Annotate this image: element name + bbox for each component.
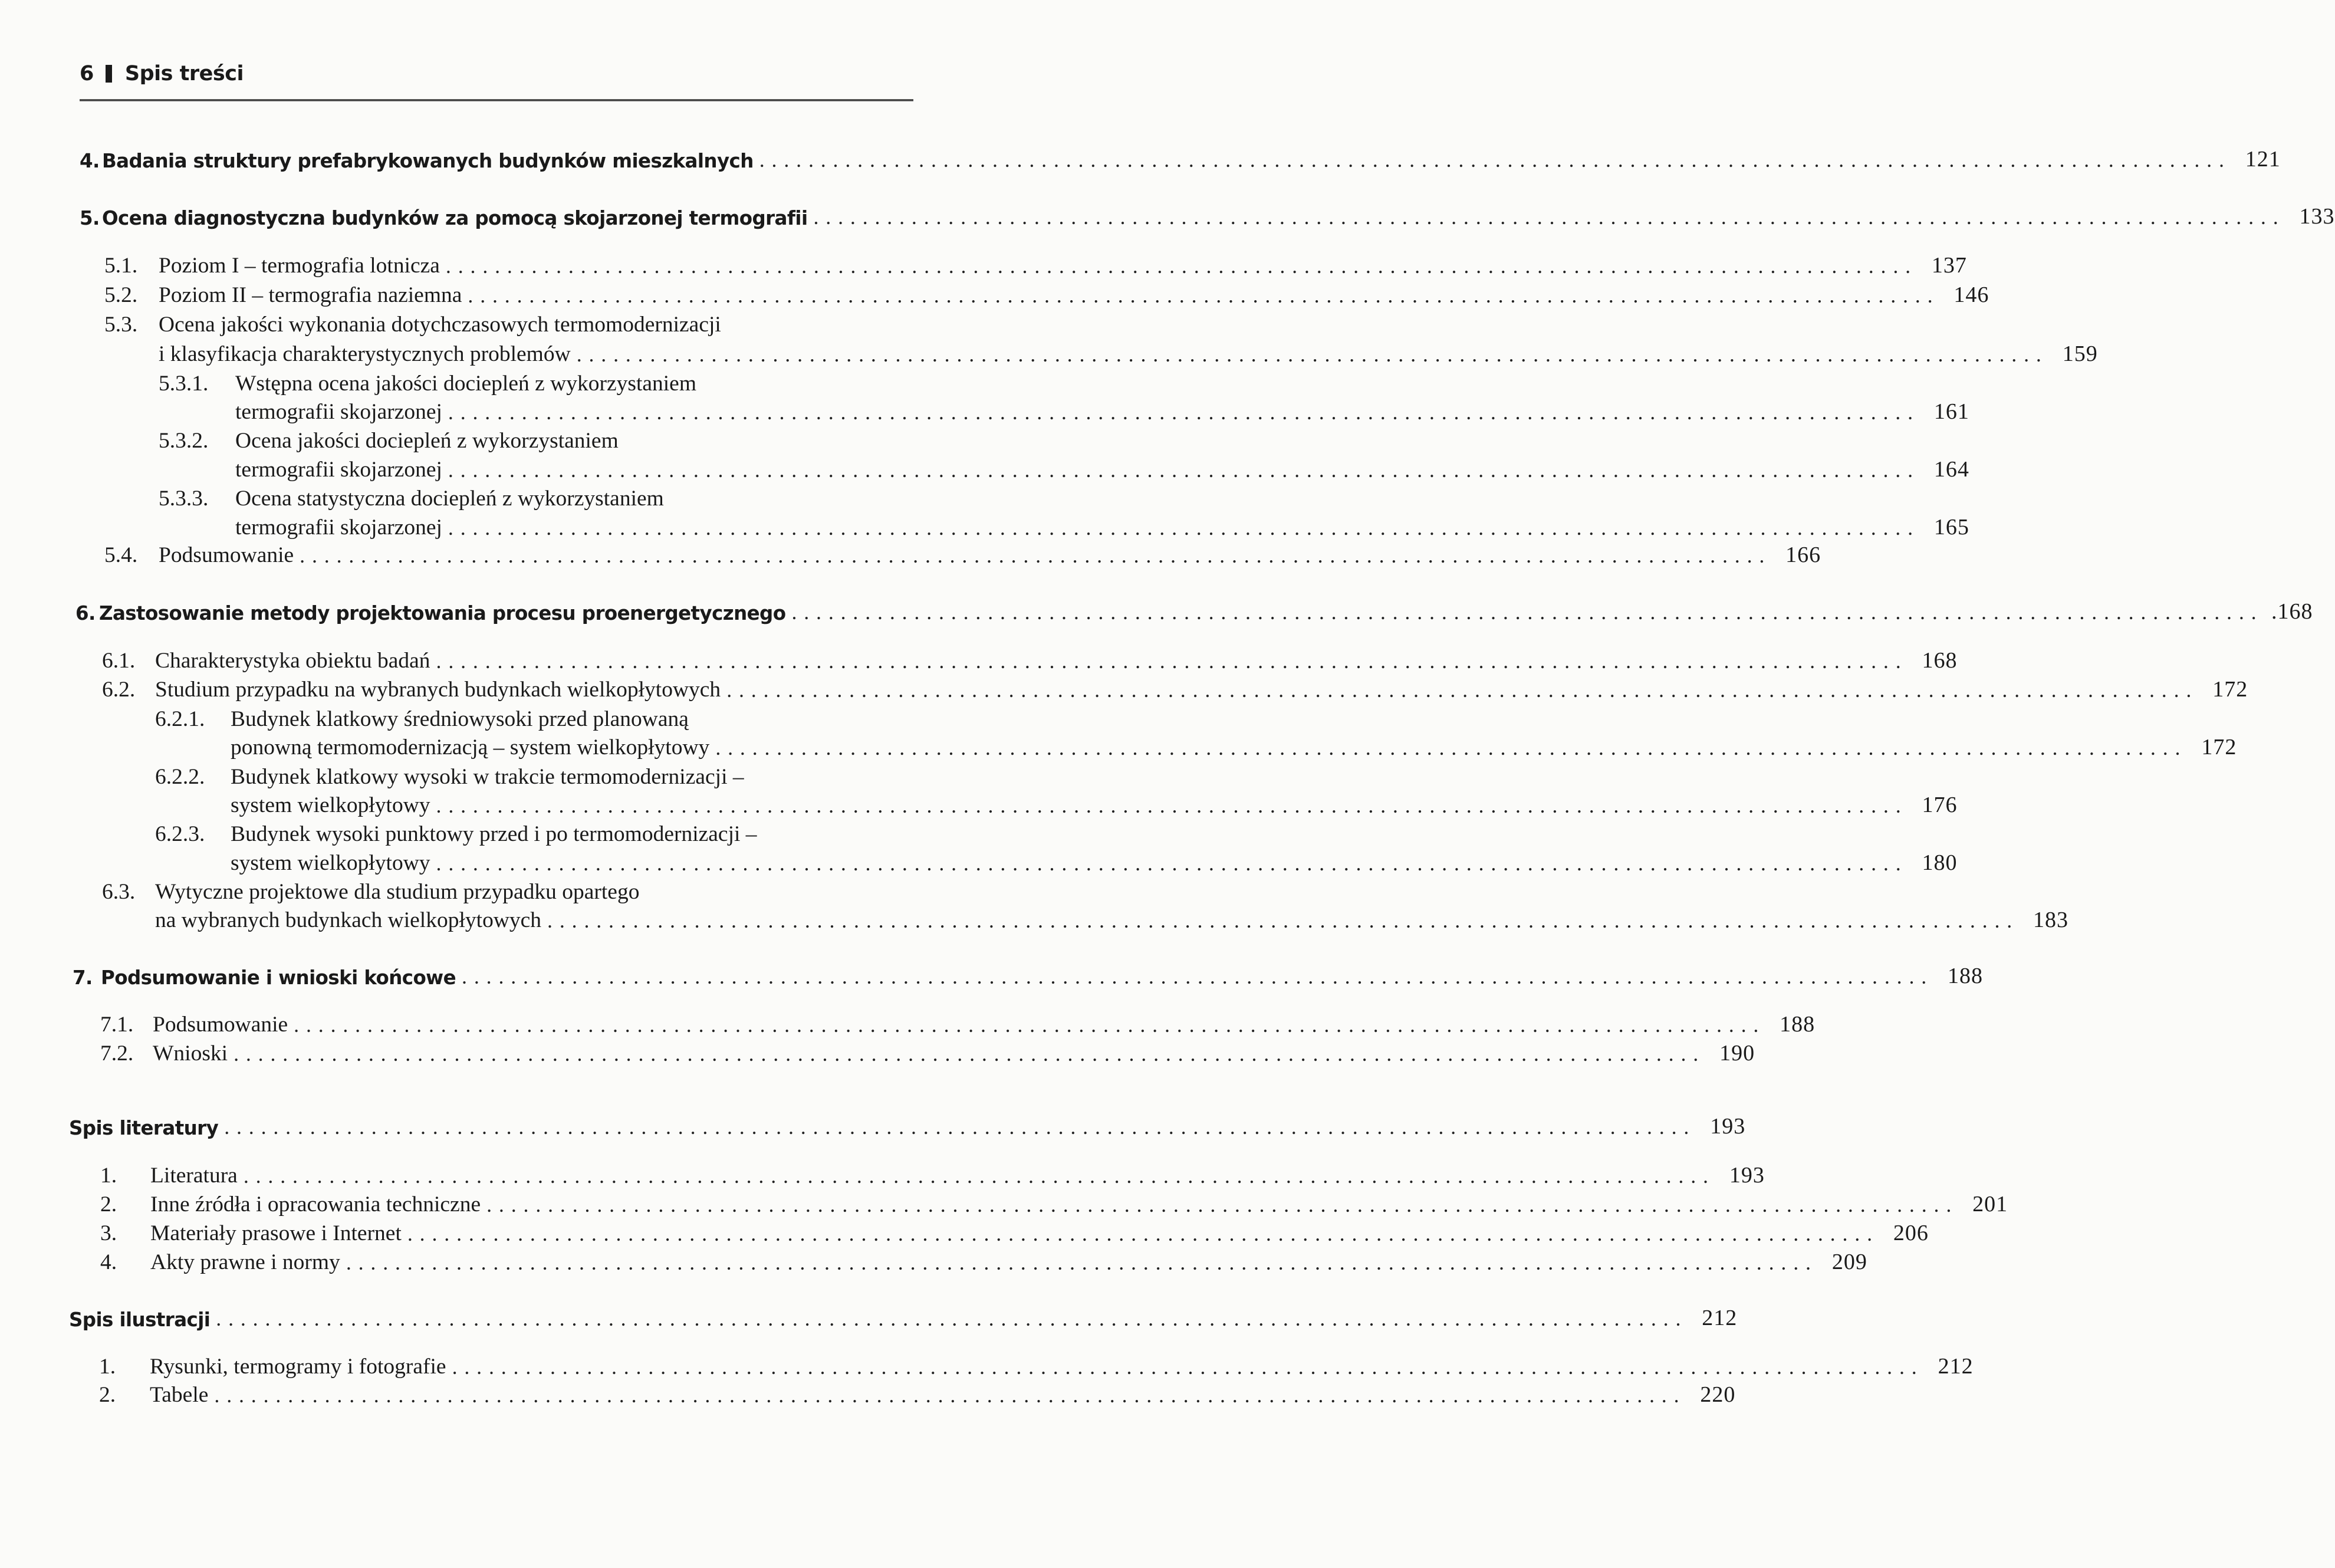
toc-entry-continuation: [235, 452, 1969, 482]
toc-number: 5.2.: [104, 283, 138, 307]
toc-number: 4.: [100, 1250, 117, 1274]
toc-number: 6.2.: [102, 678, 136, 702]
toc-entry-chapter: [69, 1109, 1746, 1139]
toc-number: 6.2.2.: [155, 765, 205, 789]
toc-number: 2.: [99, 1383, 116, 1407]
header-title: Spis treści: [124, 62, 244, 86]
toc-title: Budynek klatkowy wysoki w trakcie termomodernizacji –: [231, 765, 744, 789]
toc-entry-section: [100, 1186, 2008, 1217]
running-header: [80, 62, 244, 86]
header-separator: [106, 65, 112, 83]
toc-number: 3.: [100, 1221, 117, 1245]
toc-entry-subsection: [155, 701, 915, 732]
dot-leader: ........................................................................................................................: [436, 794, 1908, 817]
page-number: 6: [80, 62, 94, 86]
dot-leader: ........................................................................................................................: [813, 205, 2285, 229]
toc-page: 180: [1922, 850, 1958, 875]
toc-title: Akty prawne i normy: [150, 1250, 340, 1274]
toc-page: 212: [1702, 1306, 1738, 1330]
dot-leader: ........................................................................................................................: [214, 1383, 1686, 1407]
toc-page: 220: [1700, 1382, 1736, 1407]
toc-number: 5.3.1.: [159, 372, 209, 396]
dot-leader: ........................................................................................................................: [234, 1042, 1706, 1066]
toc-entry-continuation: [235, 394, 1969, 425]
dot-leader: ........................................................................................................................: [448, 516, 1920, 540]
dot-leader: ........................................................................................................................: [294, 1013, 1766, 1037]
toc-entry-section: [100, 1007, 1816, 1037]
toc-page: 168: [1922, 648, 1958, 673]
toc-title: Tabele: [150, 1383, 209, 1407]
toc-title: Podsumowanie: [159, 543, 294, 567]
dot-leader: ........................................................................................................................: [486, 1193, 1959, 1217]
toc-number: 6.1.: [102, 649, 136, 673]
toc-title: termografii skojarzonej: [235, 458, 442, 482]
dot-leader: ........................................................................................................................: [462, 965, 1934, 988]
toc-entry-chapter: [80, 142, 2281, 172]
dot-leader: ........................................................................................................................: [726, 678, 2199, 702]
toc-number: 1.: [99, 1355, 116, 1379]
toc-title: Podsumowanie: [153, 1013, 288, 1037]
toc-number: 6.: [75, 602, 96, 624]
toc-title: Spis literatury: [69, 1117, 219, 1139]
toc-page: 193: [1710, 1114, 1746, 1139]
toc-entry-subsection: [155, 759, 915, 790]
toc-entry-section: [100, 1244, 1867, 1275]
toc-page: 166: [1785, 543, 1821, 567]
dot-leader: ........................................................................................................................: [224, 1115, 1696, 1139]
toc-entry-section: [102, 874, 915, 905]
toc-title: Materiały prasowe i Internet: [150, 1221, 402, 1245]
toc-entry-continuation: [235, 509, 1969, 540]
toc-title: Spis ilustracji: [69, 1309, 211, 1331]
toc-entry-continuation: [231, 729, 2237, 760]
toc-page: 165: [1933, 515, 1969, 540]
toc-title: Ocena diagnostyczna budynków za pomocą skojarzonej termografii: [102, 207, 808, 229]
dot-leader: ........................................................................................................................: [791, 600, 2264, 624]
toc-entry-section: [99, 1349, 1974, 1379]
toc-page: 172: [2201, 735, 2237, 760]
toc-number: 6.2.1.: [155, 707, 205, 731]
dot-leader: ........................................................................................................................: [436, 649, 1908, 673]
toc-entry-continuation: [155, 902, 2069, 933]
toc-page: 121: [2245, 147, 2281, 172]
dot-leader: ........................................................................................................................: [448, 458, 1920, 482]
toc-entry-continuation: [231, 787, 1958, 818]
toc-title: na wybranych budynkach wielkopłytowych: [155, 908, 542, 932]
toc-page: 188: [1780, 1012, 1816, 1037]
dot-leader: ........................................................................................................................: [243, 1164, 1715, 1188]
toc-entry-section: [102, 672, 2248, 702]
toc-page: 137: [1931, 253, 1967, 278]
dot-leader: ........................................................................................................................: [436, 852, 1908, 875]
toc-title: system wielkopłytowy: [231, 793, 430, 817]
toc-number: 4.: [80, 150, 100, 172]
dot-leader: ........................................................................................................................: [216, 1307, 1688, 1330]
dot-leader: ........................................................................................................................: [448, 400, 1920, 424]
toc-title: ponowną termomodernizacją – system wielkopłytowy: [231, 735, 710, 760]
toc-title: system wielkopłytowy: [231, 851, 430, 875]
dot-leader: ........................................................................................................................: [300, 544, 1772, 567]
toc-page: 188: [1948, 964, 1984, 988]
toc-number: 5.3.2.: [159, 429, 209, 453]
toc-page: 183: [2033, 908, 2069, 932]
toc-entry-continuation: [231, 845, 1958, 876]
toc-page: 164: [1933, 457, 1969, 482]
toc-title: Podsumowanie i wnioski końcowe: [101, 967, 456, 989]
toc-entry-section: [100, 1036, 1755, 1066]
toc-title: Charakterystyka obiektu badań: [155, 649, 430, 673]
toc-title: Poziom II – termografia naziemna: [159, 283, 462, 307]
toc-entry-section: [102, 643, 1958, 673]
toc-number: 7.1.: [100, 1013, 134, 1037]
toc-title: Poziom I – termografia lotnicza: [159, 254, 440, 278]
toc-number: 7.: [73, 967, 93, 989]
dot-leader: ........................................................................................................................: [407, 1222, 1879, 1245]
dot-leader: ........................................................................................................................: [346, 1251, 1818, 1274]
toc-title: termografii skojarzonej: [235, 400, 442, 424]
toc-entry-continuation: [159, 336, 2098, 367]
dot-leader: ........................................................................................................................: [576, 343, 2048, 366]
toc-entry-subsection: [159, 423, 915, 453]
toc-entry-subsection: [159, 366, 915, 396]
toc-page: 159: [2062, 341, 2098, 366]
toc-number: 7.2.: [100, 1041, 134, 1066]
toc-entry-section: [99, 1377, 1736, 1408]
toc-title: Budynek wysoki punktowy przed i po termomodernizacji –: [231, 822, 757, 846]
toc-page: 190: [1719, 1041, 1755, 1066]
toc-number: 5.3.3.: [159, 486, 209, 511]
toc-page: 172: [2212, 677, 2248, 702]
toc-entry-chapter: [73, 958, 1984, 989]
toc-page: 146: [1953, 282, 1989, 307]
toc-entry-subsection: [155, 816, 915, 847]
dot-leader: ........................................................................................................................: [715, 736, 2188, 760]
toc-page: 133: [2299, 204, 2335, 229]
toc-number: 1.: [100, 1163, 117, 1188]
dot-leader: ........................................................................................................................: [547, 909, 2020, 932]
toc-entry-subsection: [159, 481, 915, 511]
dot-leader: ........................................................................................................................: [445, 254, 1918, 278]
toc-page: 193: [1729, 1163, 1765, 1188]
toc-page: .168: [2271, 599, 2313, 624]
toc-title: Ocena statystyczna dociepleń z wykorzystaniem: [235, 486, 664, 511]
toc-page: 206: [1893, 1221, 1929, 1245]
toc-entry-chapter: [75, 594, 2313, 624]
toc-title: Literatura: [150, 1163, 238, 1188]
toc-title: Studium przypadku na wybranych budynkach wielkopłytowych: [155, 678, 721, 702]
toc-title: Ocena jakości dociepleń z wykorzystaniem: [235, 429, 619, 453]
toc-title: Rysunki, termogramy i fotografie: [150, 1355, 446, 1379]
toc-title: Ocena jakości wykonania dotychczasowych termomodernizacji: [159, 313, 721, 337]
toc-title: i klasyfikacja charakterystycznych problemów: [159, 342, 571, 366]
toc-number: 6.3.: [102, 880, 136, 904]
toc-number: 5.4.: [104, 543, 138, 567]
toc-number: 5.1.: [104, 254, 138, 278]
toc-title: Zastosowanie metody projektowania procesu proenergetycznego: [99, 602, 786, 624]
dot-leader: ........................................................................................................................: [759, 148, 2231, 172]
toc-title: Wstępna ocena jakości dociepleń z wykorzystaniem: [235, 372, 696, 396]
toc-title: Wytyczne projektowe dla studium przypadku opartego: [155, 880, 640, 904]
toc-entry-chapter: [69, 1300, 1738, 1331]
toc-entry-section: [100, 1158, 1765, 1188]
toc-number: 6.2.3.: [155, 822, 205, 846]
toc-entry-section: [104, 537, 1821, 568]
dot-leader: ........................................................................................................................: [452, 1355, 1924, 1379]
toc-page: 176: [1922, 793, 1958, 817]
toc-page: 209: [1831, 1250, 1867, 1274]
toc-title: Inne źródła i opracowania techniczne: [150, 1192, 481, 1217]
toc-entry-section: [104, 248, 1967, 278]
toc-page: 161: [1933, 399, 1969, 424]
dot-leader: ........................................................................................................................: [468, 284, 1940, 307]
toc-title: termografii skojarzonej: [235, 515, 442, 540]
toc-title: Badania struktury prefabrykowanych budynków mieszkalnych: [102, 150, 754, 172]
toc-entry-section: [104, 307, 915, 337]
toc-page: 201: [1972, 1192, 2008, 1217]
toc-entry-section: [100, 1215, 1929, 1246]
header-rule: [80, 99, 913, 101]
toc-number: 5.: [80, 207, 100, 229]
toc-title: Wnioski: [153, 1041, 228, 1066]
toc-page: 212: [1938, 1354, 1974, 1379]
toc-title: Budynek klatkowy średniowysoki przed planowaną: [231, 707, 689, 731]
toc-entry-chapter: [80, 199, 2335, 229]
toc-number: 5.3.: [104, 313, 138, 337]
toc-entry-section: [104, 277, 1989, 308]
toc-number: 2.: [100, 1192, 117, 1217]
